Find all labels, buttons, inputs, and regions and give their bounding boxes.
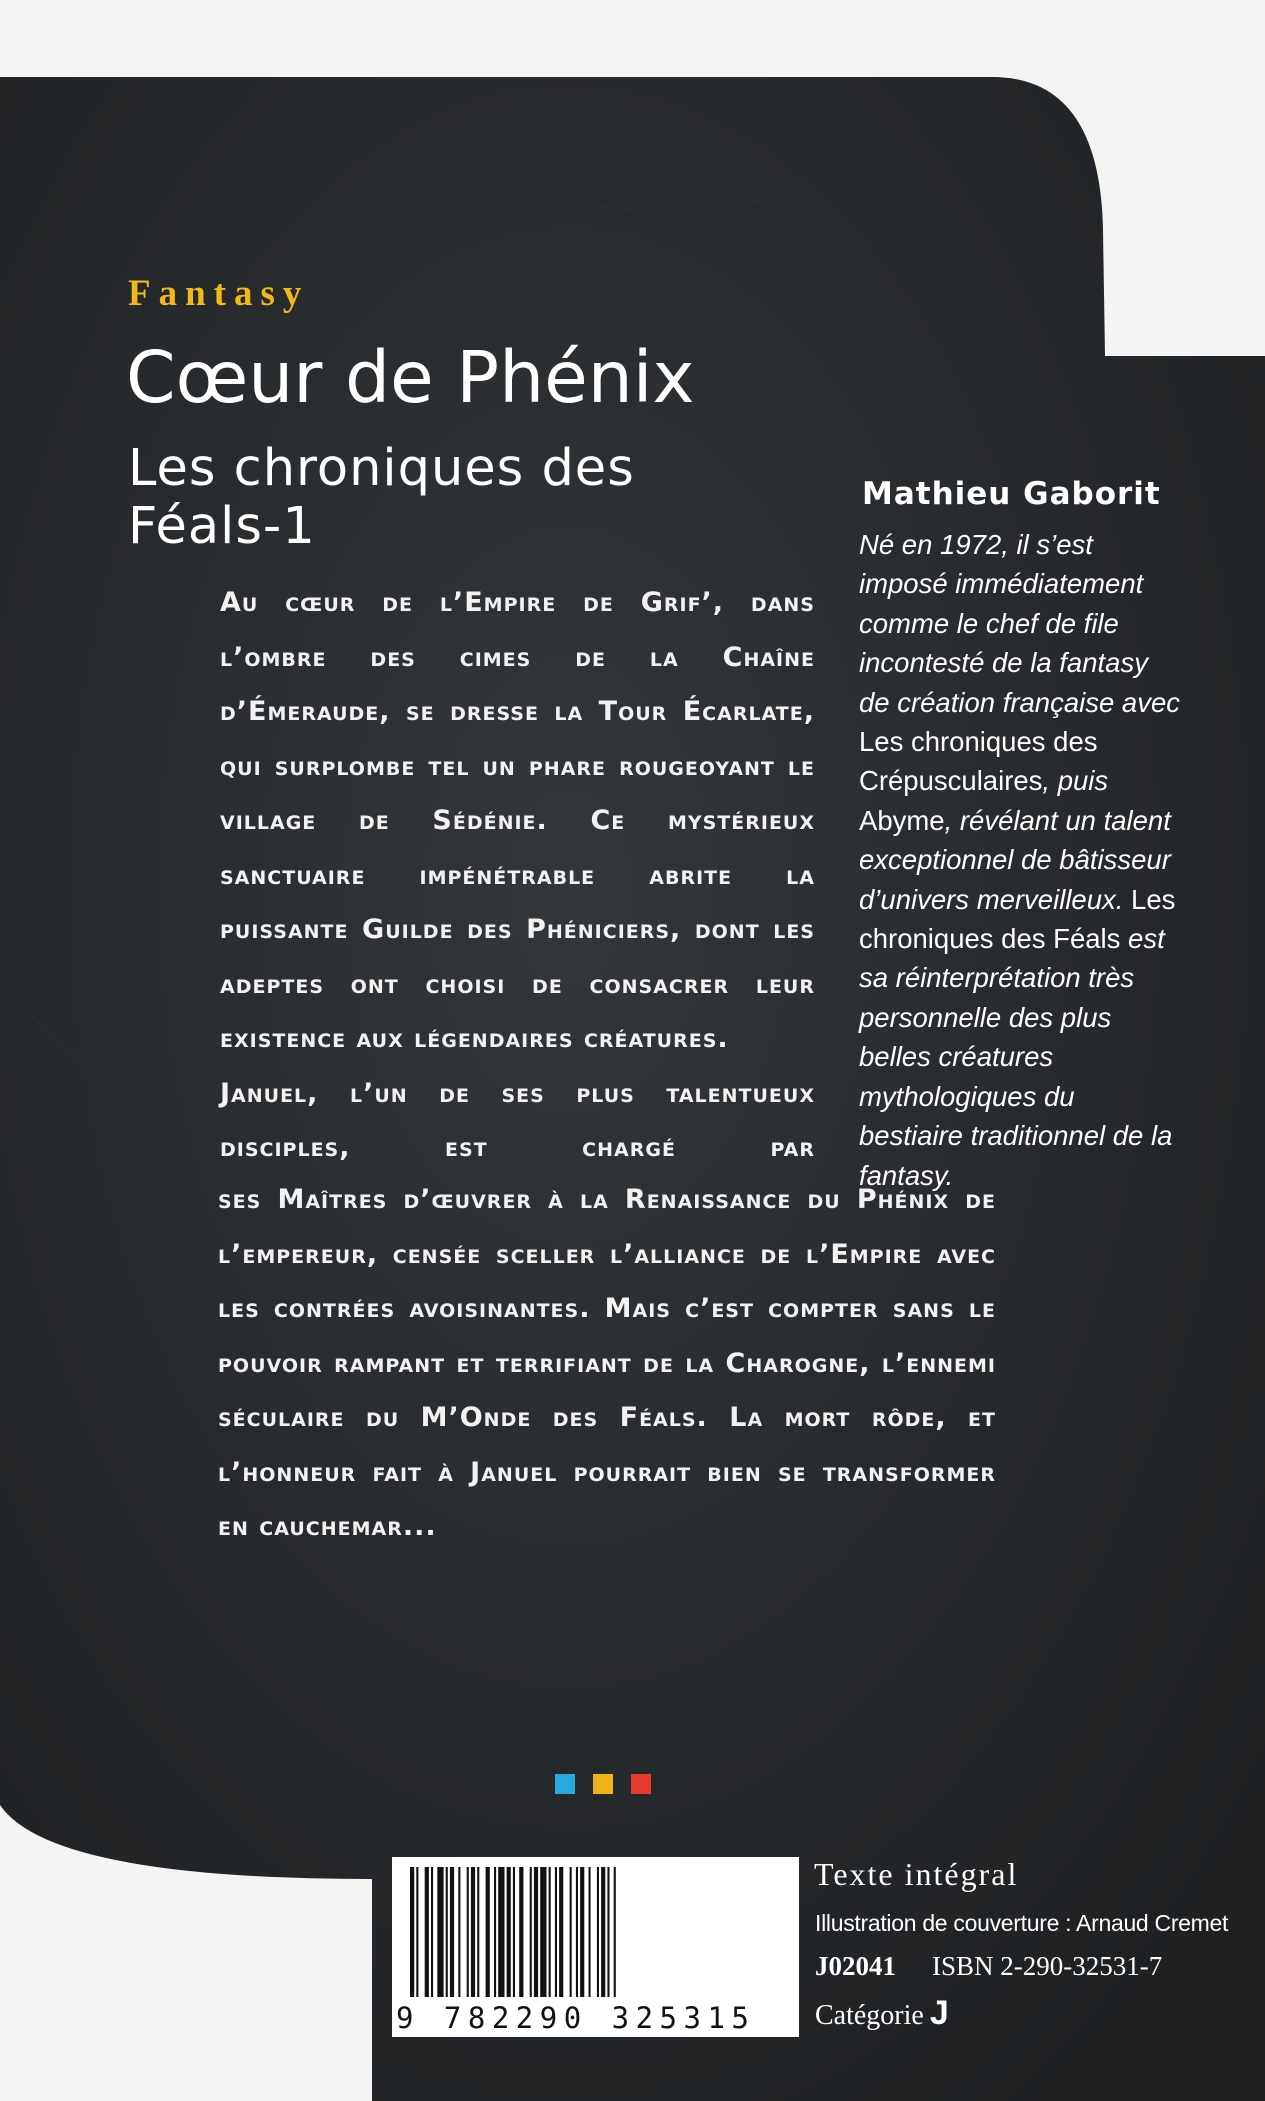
barcode-bar <box>559 1867 563 1997</box>
barcode-bar <box>494 1867 496 1997</box>
barcode-bar <box>519 1867 523 1997</box>
bio-work-3: Les chroniques des Féals <box>859 883 1176 955</box>
barcode-bar <box>580 1867 584 1997</box>
blurb-paragraph-1 <box>220 576 815 1176</box>
blurb-text-1: Au cœur de l’Empire de Grif’, dans l’ombre des cimes de la Chaîne d’Émeraude, se dresse la Tour Écarlate, qui surplombe tel un phare rougeoyant le village de Sédénie. Ce mystérieux sanctuaire impénétrable abrite la puissante Guilde des Phéniciers, dont les adeptes ont choisi de consacrer leur existence aux légendaires créatures. <box>220 587 815 1054</box>
barcode-bar <box>534 1867 538 1997</box>
bio-text-1: Né en 1972, il s’est imposé immédiatement comme le chef de file incontesté de la fantasy de création française avec <box>859 529 1181 718</box>
barcode-bar <box>549 1867 551 1997</box>
barcode-bar <box>450 1867 454 1997</box>
barcode <box>392 1857 799 2037</box>
barcode-bar <box>614 1867 616 1997</box>
blue-dot <box>555 1774 575 1794</box>
bio-text-4: est sa réinterprétation très personnelle des plus belles créatures mythologiques du bestiaire traditionnel de la fantasy. <box>859 923 1173 1191</box>
barcode-bar <box>467 1867 469 1997</box>
barcode-bar <box>431 1867 433 1997</box>
barcode-bar <box>530 1867 532 1997</box>
barcode-bar <box>498 1867 504 1997</box>
barcode-bar <box>477 1867 479 1997</box>
barcode-bar <box>416 1867 418 1997</box>
blurb-paragraph-2 <box>218 1173 996 1555</box>
author-name: Mathieu Gaborit <box>862 476 1161 512</box>
category-label: Catégorie <box>815 2000 924 2031</box>
barcode-number: 9 782290 325315 <box>396 2001 756 2035</box>
barcode-bar <box>513 1867 515 1997</box>
barcode-bar <box>471 1867 475 1997</box>
barcode-bar <box>576 1867 578 1997</box>
book-subtitle: Les chroniques des Féals-1 <box>128 439 635 556</box>
barcode-bar <box>507 1867 511 1997</box>
barcode-bar <box>446 1867 448 1997</box>
barcode-bar <box>458 1867 460 1997</box>
barcode-bar <box>486 1867 490 1997</box>
collection-label: Fantasy <box>128 273 310 314</box>
bio-work-2: Abyme <box>859 804 945 836</box>
category <box>815 1994 949 2033</box>
bio-text-2: , puis <box>1042 765 1109 797</box>
bio-work-1: Les chroniques des Crépusculaires <box>859 726 1098 797</box>
barcode-bar <box>540 1867 546 1997</box>
barcode-bar <box>437 1867 443 1997</box>
product-code: J02041 <box>815 1951 896 1981</box>
author-bio <box>859 525 1181 1195</box>
barcode-bar <box>589 1867 591 1997</box>
barcode-bar <box>570 1867 572 1997</box>
barcode-bar <box>607 1867 609 1997</box>
red-dot <box>631 1774 651 1794</box>
barcode-bar <box>410 1867 414 1997</box>
book-title: Cœur de Phénix <box>126 336 695 419</box>
blurb-text-2b: ses Maîtres d’œuvrer à la Renaissance du Phénix de l’empereur, censée sceller l’alliance de l’Empire avec les contrées avoisinantes. Mais c’est compter sans le pouvoir rampant et terrifiant de la Charogne, l’ennemi séculaire du M’Onde des Féals. La mort rôde, et l’honneur fait à Januel pourrait bien se transformer en cauchemar... <box>218 1184 996 1542</box>
color-dots <box>555 1774 651 1794</box>
isbn: ISBN 2-290-32531-7 <box>932 1951 1163 1981</box>
product-codes <box>815 1951 1162 1982</box>
barcode-bar <box>555 1867 557 1997</box>
illustration-credit: Illustration de couverture : Arnaud Cremet <box>815 1910 1229 1936</box>
blurb-text-2a: Januel, l’un de ses plus talentueux disciples, est chargé par <box>220 1077 815 1163</box>
category-value: J <box>929 1994 949 2032</box>
yellow-dot <box>593 1774 613 1794</box>
barcode-bar <box>425 1867 429 1997</box>
barcode-bar <box>597 1867 599 1997</box>
bio-text-3: , révélant un talent exceptionnel de bâtisseur d’univers merveilleux. <box>859 804 1171 915</box>
texte-integral-label: Texte intégral <box>814 1856 1019 1892</box>
barcode-bar <box>601 1867 605 1997</box>
